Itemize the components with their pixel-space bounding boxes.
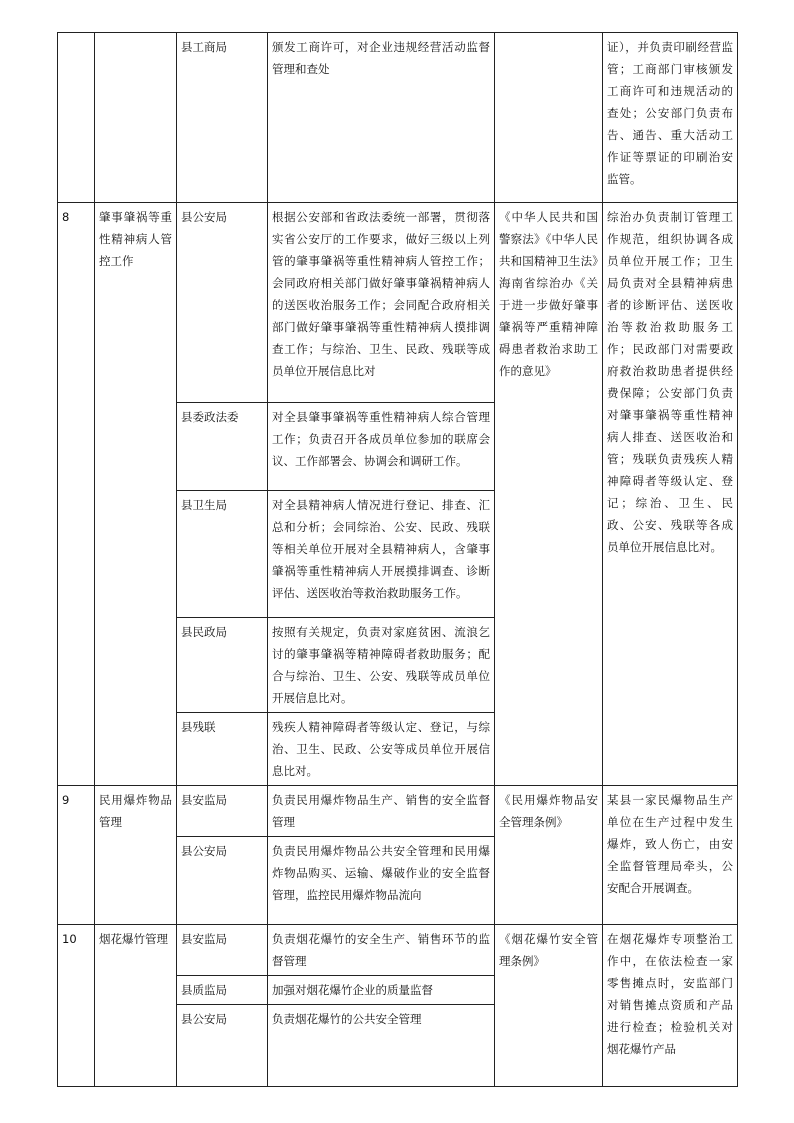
cell-duty: 按照有关规定，负责对家庭贫困、流浪乞讨的肇事肇祸等精神障碍者救助服务；配合与综治、卫生、公安、残联等成员单位开展信息比对。 (268, 618, 495, 713)
cell-case: 某县一家民爆物品生产单位在生产过程中发生爆炸，致人伤亡，由安全监督管理局牵头，公安配合开展调查。 (603, 786, 738, 925)
cell-basis: 《民用爆炸物品安全管理条例》 (495, 786, 603, 925)
cell-number (58, 33, 95, 203)
cell-item: 烟花爆竹管理 (95, 925, 177, 1087)
cell-number: 8 (58, 203, 95, 786)
cell-basis: 《烟花爆竹安全管理条例》 (495, 925, 603, 1087)
cell-duty: 根据公安部和省政法委统一部署，贯彻落实省公安厅的工作要求，做好三级以上列管的肇事肇祸等重性精神病人管控工作；会同政府相关部门做好肇事肇祸精神病人的送医收治服务工作；会同配合政府相关部门做好肇事肇祸等重性精神病人摸排调查工作；与综治、卫生、民政、残联等成员单位开展信息比对 (268, 203, 495, 403)
table-row (58, 33, 738, 203)
cell-case: 综治办负责制订管理工作规范，组织协调各成员单位开展工作；卫生局负责对全县精神病患者的诊断评估、送医收治等救治救助服务工作；民政部门对需要政府救治救助患者提供经费保障；公安部门负责对肇事肇祸等重性精神病人排查、送医收治和管；残联负责残疾人精神障碍者等级认定、登记；综治、卫生、民政、公安、残联等各成员单位开展信息比对。 (603, 203, 738, 786)
cell-duty: 颁发工商许可，对企业违规经营活动监督管理和查处 (268, 33, 495, 203)
cell-item: 民用爆炸物品管理 (95, 786, 177, 925)
cell-department: 县委政法委 (177, 403, 268, 491)
cell-duty: 对全县精神病人情况进行登记、排查、汇总和分析；会同综治、公安、民政、残联等相关单位开展对全县精神病人，含肇事肇祸等重性精神病人开展摸排调查、诊断评估、送医收治等救治救助服务工作。 (268, 491, 495, 618)
cell-department: 县卫生局 (177, 491, 268, 618)
cell-item: 肇事肇祸等重性精神病人管控工作 (95, 203, 177, 786)
cell-department: 县残联 (177, 713, 268, 786)
cell-number: 10 (58, 925, 95, 1087)
cell-duty: 对全县肇事肇祸等重性精神病人综合管理工作；负责召开各成员单位参加的联席会议、工作部署会、协调会和调研工作。 (268, 403, 495, 491)
cell-department: 县安监局 (177, 786, 268, 837)
cell-number: 9 (58, 786, 95, 925)
cell-department: 县公安局 (177, 837, 268, 925)
table-row (58, 786, 738, 837)
table-row (58, 925, 738, 976)
cell-basis: 《中华人民共和国警察法》《中华人民共和国精神卫生法》海南省综治办《关于进一步做好肇事肇祸等严重精神障碍患者救治求助工作的意见》 (495, 203, 603, 786)
cell-department: 县安监局 (177, 925, 268, 976)
cell-duty: 负责烟花爆竹的公共安全管理 (268, 1005, 495, 1087)
cell-duty: 负责民用爆炸物品公共安全管理和民用爆炸物品购买、运输、爆破作业的安全监督管理，监控民用爆炸物品流向 (268, 837, 495, 925)
cell-department: 县公安局 (177, 1005, 268, 1087)
cell-case: 证），并负责印刷经营监管；工商部门审核颁发工商许可和违规活动的查处；公安部门负责布告、通告、重大活动工作证等票证的印刷治安监管。 (603, 33, 738, 203)
cell-department: 县公安局 (177, 203, 268, 403)
cell-department: 县工商局 (177, 33, 268, 203)
cell-department: 县民政局 (177, 618, 268, 713)
cell-department: 县质监局 (177, 976, 268, 1005)
cell-duty: 加强对烟花爆竹企业的质量监督 (268, 976, 495, 1005)
cell-item (95, 33, 177, 203)
table-row (58, 203, 738, 403)
cell-duty: 负责烟花爆竹的安全生产、销售环节的监督管理 (268, 925, 495, 976)
cell-basis (495, 33, 603, 203)
responsibility-table (57, 32, 738, 1087)
cell-duty: 残疾人精神障碍者等级认定、登记，与综治、卫生、民政、公安等成员单位开展信息比对。 (268, 713, 495, 786)
cell-duty: 负责民用爆炸物品生产、销售的安全监督管理 (268, 786, 495, 837)
cell-case: 在烟花爆炸专项整治工作中，在依法检查一家零售摊点时，安监部门对销售摊点资质和产品进行检查；检验机关对烟花爆竹产品 (603, 925, 738, 1087)
